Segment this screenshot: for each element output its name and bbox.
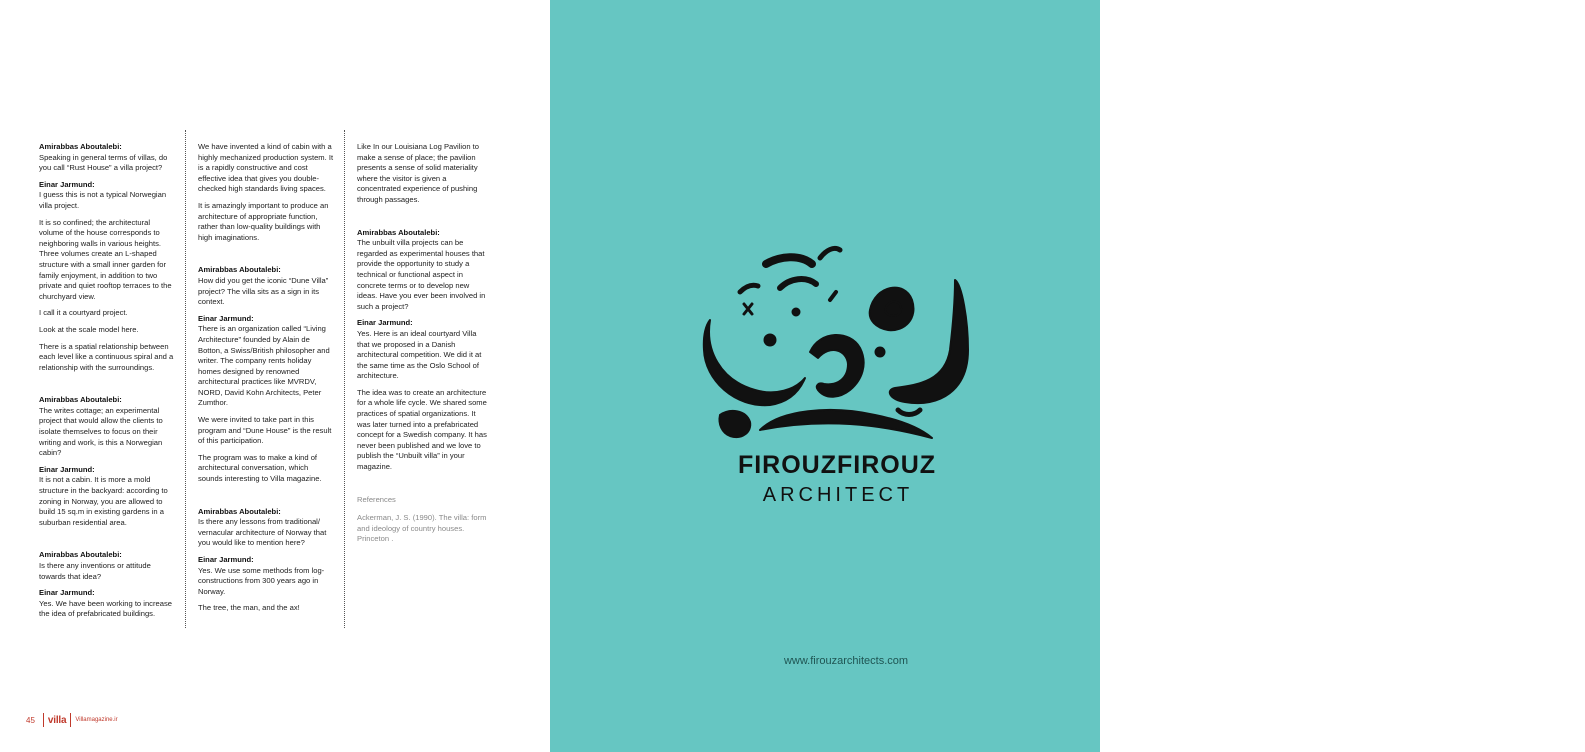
section-spacer [198,249,334,265]
section-spacer [39,534,175,550]
speaker-name: Amirabbas Aboutalebi: [39,142,122,151]
magazine-logo-icon [1551,714,1561,725]
right-footer [1510,709,1585,730]
paragraph: There is a spatial relationship between each level like a continuous spiral and a relationship with the surroundings. [39,341,174,372]
firm-subtitle: ARCHITECT [762,484,914,506]
paragraph: The program was to make a kind of architectural conversation, which sounds interesting to Villa magazine. [198,452,322,484]
column-divider [185,130,186,628]
page-number: 45 [26,715,35,725]
footer-text: ماهنامه تخصصی معماری [1510,709,1531,730]
speaker-name: Amirabbas Aboutalebi: [357,227,440,237]
speaker-name: Amirabbas Aboutalebi: [39,550,122,560]
text-column-1 [39,142,175,626]
column-divider [344,130,345,628]
speaker-name: Einar Jarmund: [39,179,95,189]
firm-website-link[interactable]: www.firouzarchitects.com [783,655,909,667]
references-title: References [357,494,396,504]
paragraph: It is amazingly important to produce an architecture of appropriate function, rather than low-quality buildings with high imaginations. [198,200,329,242]
speaker-name: Einar Jarmund: [198,555,254,564]
section-spacer [357,212,491,228]
paragraph: I guess this is not a typical Norwegian villa project. [39,190,167,210]
section-spacer [198,491,334,507]
paragraph: Is there any lessons from traditional/ vernacular architecture of Norway that you would like to mention here? [198,517,327,548]
paragraph: Yes. We have been working to increase the idea of prefabricated buildings. [39,598,172,619]
paragraph: How did you get the iconic “Dune Villa” project? The villa sits as a sign in its context. [198,275,329,307]
paragraph: Look at the scale model here. [39,324,139,334]
footer-divider [70,713,71,727]
paragraph: It is not a cabin. It is more a mold structure in the backyard: according to zoning in Norway, you are allowed to build 15 sq.m in existing gardens in a suburban residential area. [39,475,168,527]
paragraph: The idea was to create an architecture for a whole life cycle. We shared some practices of spatial organizations. It was later turned into a prefabricated concept for a Swedish company. It has never been published and we love to publish the “Unbuilt villa” in your magazine. [357,387,487,472]
paragraph: The tree, the man, and the ax! [198,603,300,613]
calligraphy-logo-icon [700,240,970,450]
paragraph: Is there any inventions or attitude towards that idea? [39,561,151,581]
website-link[interactable]: Villamagazine.ir [75,717,118,723]
section-spacer [39,379,175,395]
paragraph: Speaking in general terms of villas, do you call “Rust House” a villa project? [39,152,168,173]
villa-logo: villa [47,714,67,726]
speaker-name: Amirabbas Aboutalebi: [198,506,281,516]
page-number: 46 [1575,714,1585,724]
footer-divider [43,713,44,727]
paragraph: Yes. We use some methods from log-constructions from 300 years ago in Norway. [198,565,325,596]
paragraph: It is so confined; the architectural volume of the house corresponds to neighboring walls in various heights. Three volumes create an L-shaped structure with a small inner garden for family enjoyment, in addition to two private and quiet rooftop terraces to the churchyard view. [39,217,172,301]
speaker-name: Einar Jarmund: [198,313,254,323]
paragraph: The unbuilt villa projects can be regarded as experimental houses that provide the opportunity to study a technical or functional aspect in concrete terms or to develop new ideas. Have you ever been involved in such a project? [357,238,486,311]
paragraph: We were invited to take part in this program and “Dune House” is the result of this participation. [198,415,332,446]
speaker-name: Einar Jarmund: [357,318,413,328]
paragraph: I call it a courtyard project. [39,308,128,318]
firm-name: FIROUZFIROUZ [737,451,937,479]
text-column-3 [357,142,491,545]
paragraph: Yes. Here is an ideal courtyard Villa that we proposed in a Danish architectural competition. We did it at the same time as the Oslo School of architecture. [357,328,482,381]
left-page [0,0,550,752]
text-column-2 [198,142,334,620]
references-section [357,495,491,545]
speaker-name: Amirabbas Aboutalebi: [39,395,122,405]
speaker-name: Einar Jarmund: [39,588,95,598]
speaker-name: Amirabbas Aboutalebi: [198,265,281,275]
paragraph: Like In our Louisiana Log Pavilion to make a sense of place; the pavilion presents a sense of solid materiality where the visitor is given a concentrated experience of pushing through passages. [357,142,480,204]
paragraph: The writes cottage; an experimental project that would allow the clients to isolate themselves to focus on their writing and work, is this a Norwegian cabin? [39,405,163,458]
reference-entry: Ackerman, J. S. (1990). The villa: form and ideology of country houses. Princeton . [357,513,487,544]
left-footer [26,713,118,727]
paragraph: There is an organization called “Living Architecture” founded by Alain de Botton, a Swiss/British philosopher and writer. The company rents holiday homes designed by renowned architectural practices like MVRDV, NORD, David Kohn Architects, Peter Zumthor. [198,324,330,408]
footer-divider [1569,712,1570,726]
speaker-name: Einar Jarmund: [39,464,95,474]
paragraph: We have invented a kind of cabin with a highly mechanized production system. It is a rapidly constructive and cost effective idea that gives you double-checked high standards living spaces. [198,142,334,194]
